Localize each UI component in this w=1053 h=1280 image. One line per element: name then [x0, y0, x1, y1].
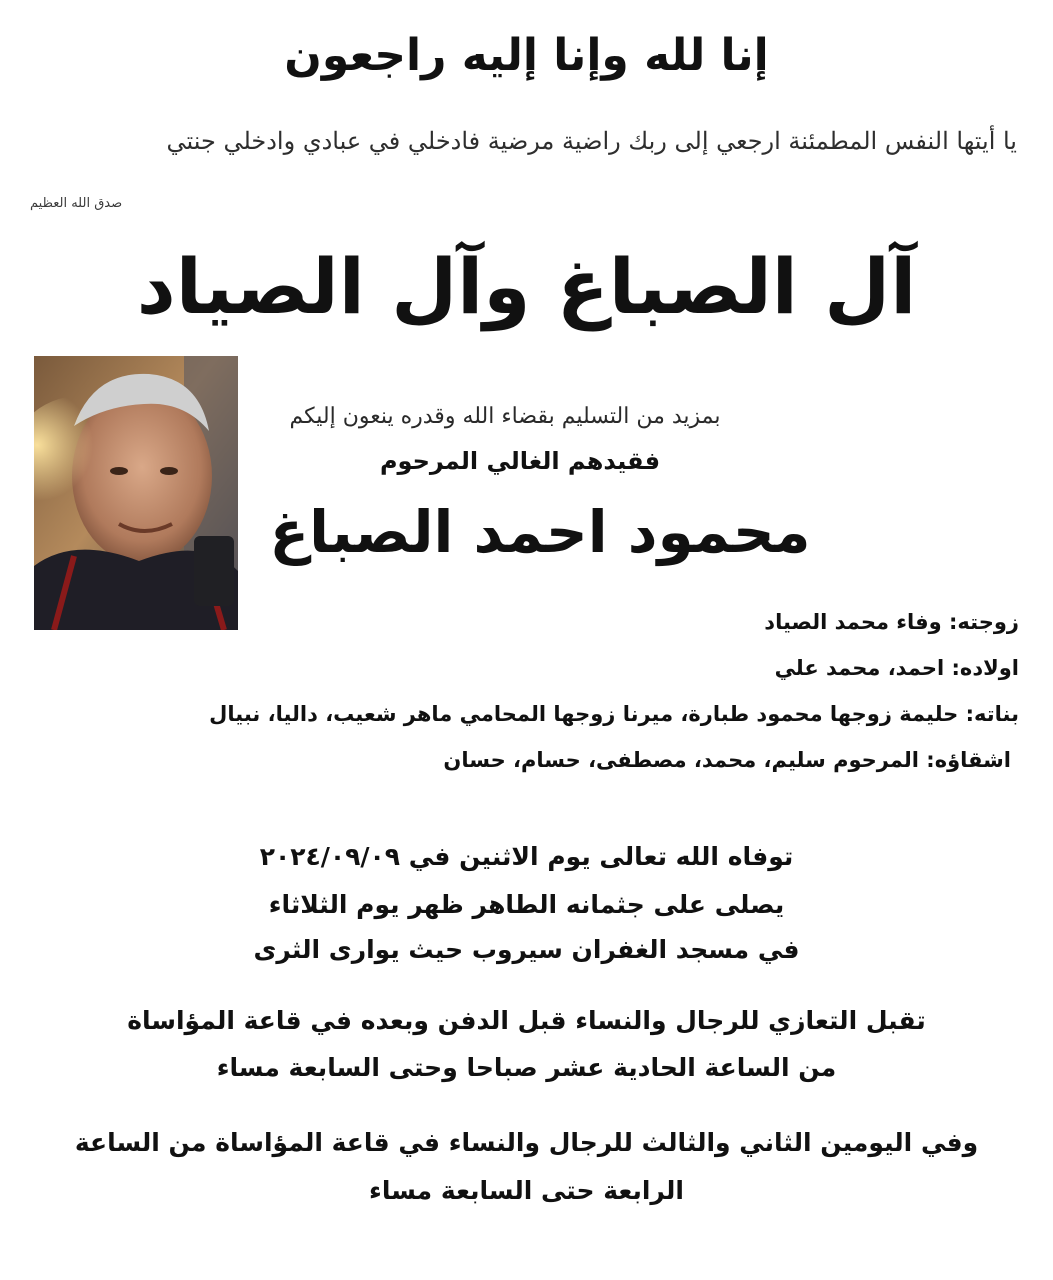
relatives-wife: زوجته: وفاء محمد الصياد — [764, 610, 1019, 634]
condolence-line-2: من الساعة الحادية عشر صباحا وحتى السابعة مساء — [216, 1053, 837, 1082]
deceased-name: محمود احمد الصباغ — [269, 498, 811, 566]
header-phrase: إنا لله وإنا إليه راجعون — [284, 30, 769, 81]
families-title: آل الصباغ وآل الصياد — [136, 242, 917, 331]
relatives-daughters: بناته: حليمة زوجها محمود طبارة، ميرنا زوجها المحامي ماهر شعيب، داليا، نبيال — [209, 702, 1019, 726]
quran-verse: يا أيتها النفس المطمئنة ارجعي إلى ربك راضية مرضية فادخلي في عبادي وادخلي جنتي — [166, 127, 1017, 155]
intro-line-2: فقيدهم الغالي المرحوم — [379, 447, 661, 475]
mosque-line: في مسجد الغفران سيروب حيث يوارى الثرى — [253, 935, 800, 964]
deceased-photo — [34, 356, 238, 630]
prayer-line: يصلى على جثمانه الطاهر ظهر يوم الثلاثاء — [268, 890, 785, 919]
death-date-line: توفاه الله تعالى يوم الاثنين في ٢٠٢٤/٠٩/٠٩ — [259, 842, 794, 871]
intro-line-1: بمزيد من التسليم بقضاء الله وقدره ينعون إليكم — [289, 404, 721, 429]
relatives-brothers: اشقاؤه: المرحوم سليم، محمد، مصطفى، حسام، حسان — [443, 748, 1011, 772]
relatives-sons: اولاده: احمد، محمد علي — [774, 656, 1019, 680]
later-days-line-2: الرابعة حتى السابعة مساء — [369, 1176, 684, 1205]
later-days-line-1: وفي اليومين الثاني والثالث للرجال والنساء في قاعة المؤاساة من الساعة — [74, 1128, 979, 1157]
condolence-line-1: تقبل التعازي للرجال والنساء قبل الدفن وبعده في قاعة المؤاساة — [127, 1006, 926, 1035]
verse-credit: صدق الله العظيم — [30, 196, 123, 211]
